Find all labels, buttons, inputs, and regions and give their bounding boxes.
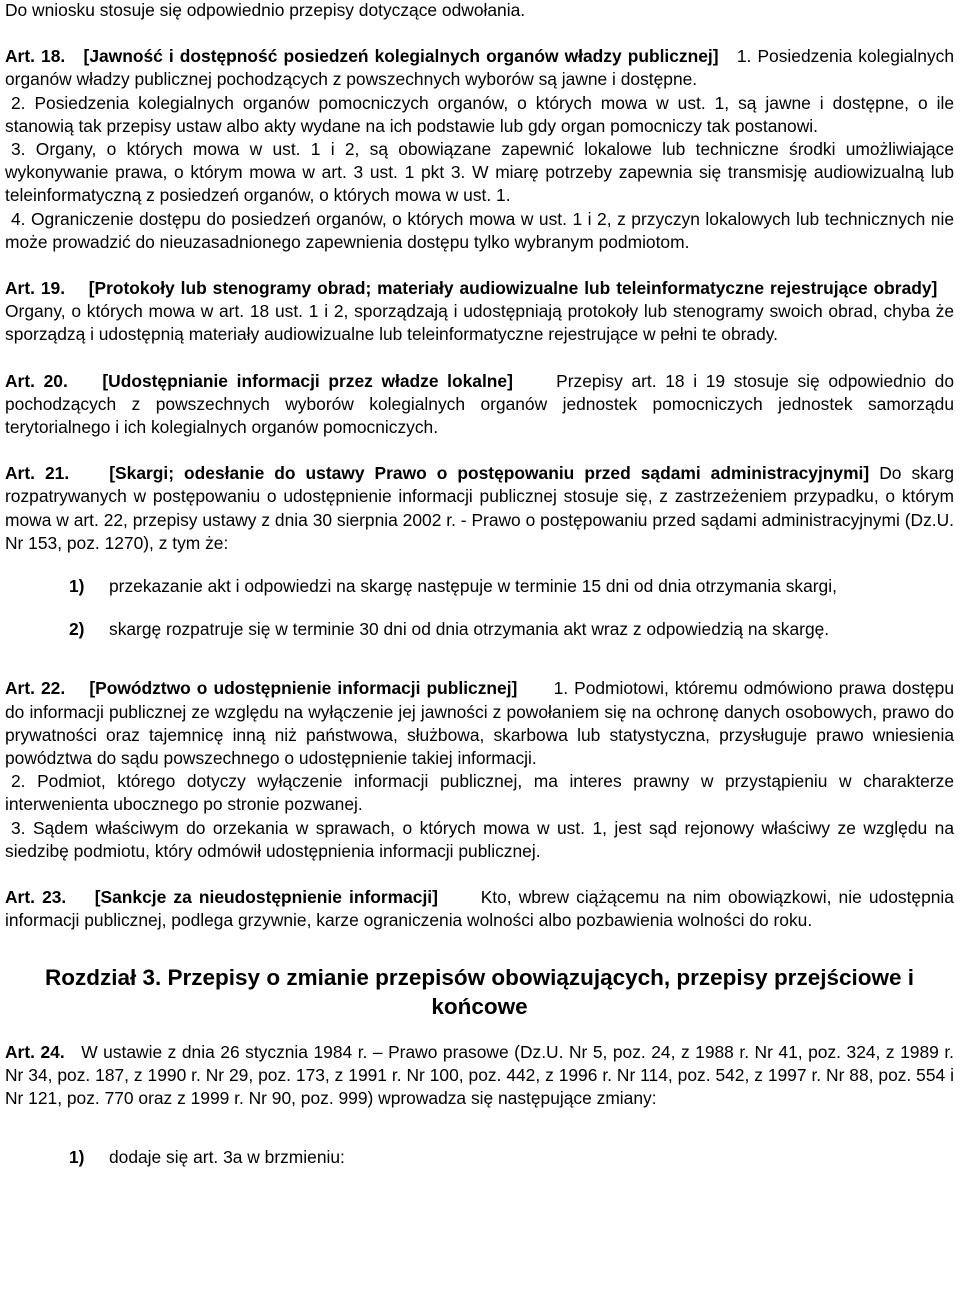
article-24 <box>5 1041 954 1111</box>
article-19-text: Organy, o których mowa w art. 18 ust. 1 i 2, sporządzają i udostępniają protokoły lub stenogramy swoich obrad, chyba że sporządzą i udostępnią materiały audiowizualne lub teleinformatyczne rejestrujące w pełni te obrady. <box>5 301 954 345</box>
article-24-number: Art. 24. <box>5 1041 65 1062</box>
article-21-number: Art. 21. <box>5 463 70 484</box>
intro-text: Do wniosku stosuje się odpowiednio przepisy dotyczące odwołania. <box>5 0 526 20</box>
article-20-text: Przepisy art. 18 i 19 stosuje się odpowiednio do pochodzących z powszechnych wyborów kolegialnych organów jednostek pomocniczych jednostek samorządu terytorialnego i ich kolegialnych organów pomocniczych. <box>5 370 954 438</box>
article-23-text: Kto, wbrew ciążącemu na nim obowiązkowi, nie udostępnia informacji publicznej, podlega grzywnie, karze ograniczenia wolności albo pozbawienia wolności do roku. <box>5 887 954 931</box>
article-19-number: Art. 19. <box>5 278 66 299</box>
list-item-number: 1) <box>69 1147 85 1168</box>
article-20-number: Art. 20. <box>5 370 68 391</box>
article-21-text: Do skarg rozpatrywanych w postępowaniu o udostępnienie informacji publicznej stosuje się, z zastrzeżeniem przypadku, o którym mowa w art. 22, przepisy ustawy z dnia 30 sierpnia 2002 r. - Prawo o postępowaniu przed sądami administracyjnymi (Dz.U. Nr 153, poz. 1270), z tym że: <box>5 463 954 553</box>
article-23-number: Art. 23. <box>5 887 67 908</box>
article-20 <box>5 370 954 440</box>
article-24-text: W ustawie z dnia 26 stycznia 1984 r. – Prawo prasowe (Dz.U. Nr 5, poz. 24, z 1988 r. Nr 41, poz. 324, z 1989 r. Nr 34, poz. 187, z 1990 r. Nr 29, poz. 173, z 1991 r. Nr 100, poz. 442, z 1996 r. Nr 114, poz. 542, z 1997 r. Nr 88, poz. 554 i Nr 121, poz. 770 oraz z 1999 r. Nr 90, poz. 999) wprowadza się następujące zmiany: <box>5 1041 954 1108</box>
list-item-number: 2) <box>69 619 85 640</box>
list-item-text: przekazanie akt i odpowiedzi na skargę następuje w terminie 15 dni od dnia otrzymania skargi, <box>109 576 837 597</box>
article-22-para-1: 1. Podmiotowi, któremu odmówiono prawa dostępu do informacji publicznej ze względu na wyłączenie jej jawności z powołaniem się na ochronę danych osobowych, prawo do prywatności oraz tajemnicę inną niż państwowa, służbowa, skarbowa lub statystyczna, przysługuje prawo wniesienia powództwa do sądu powszechnego o udostępnienie takiej informacji. <box>5 678 954 769</box>
article-21 <box>5 462 954 555</box>
article-18-para-3: 3. Organy, o których mowa w ust. 1 i 2, są obowiązane zapewnić lokalowe lub techniczne środki umożliwiające wykonywanie prawa, o którym mowa w art. 3 ust. 1 pkt 3. W miarę potrzeby zapewnia się transmisję audiowizualną lub teleinformatyczną z posiedzeń organów, o których mowa w ust. 1. <box>5 139 954 206</box>
article-23 <box>5 886 954 932</box>
article-19-title: [Protokoły lub stenogramy obrad; materiały audiowizualne lub teleinformatyczne rejestrujące obrady] <box>88 278 938 299</box>
article-22-para-2: 2. Podmiot, którego dotyczy wyłączenie informacji publicznej, ma interes prawny w przystąpieniu w charakterze interwenienta ubocznego po stronie pozwanej. <box>5 771 954 815</box>
article-22-para-3: 3. Sądem właściwym do orzekania w sprawach, o których mowa w ust. 1, jest sąd rejonowy właściwy ze względu na siedzibę podmiotu, który odmówił udostępnienia informacji publicznej. <box>5 817 954 861</box>
article-21-title: [Skargi; odesłanie do ustawy Prawo o postępowaniu przed sądami administracyjnymi] <box>109 463 870 484</box>
list-item <box>5 618 954 641</box>
list-item <box>5 1146 954 1169</box>
article-19 <box>5 277 954 347</box>
list-item-number: 1) <box>69 576 85 597</box>
article-22-title: [Powództwo o udostępnienie informacji publicznej] <box>89 678 518 699</box>
article-23-title: [Sankcje za nieudostępnienie informacji] <box>94 887 438 908</box>
article-22 <box>5 677 954 770</box>
article-18-para-1: 1. Posiedzenia kolegialnych organów władzy publicznej pochodzących z powszechnych wyborów są jawne i dostępne. <box>5 46 955 90</box>
article-18-title: [Jawność i dostępność posiedzeń kolegialnych organów władzy publicznej] <box>83 46 719 67</box>
list-item-text: dodaje się art. 3a w brzmieniu: <box>109 1147 345 1168</box>
article-18 <box>5 45 954 91</box>
list-item-text: skargę rozpatruje się w terminie 30 dni od dnia otrzymania akt wraz z odpowiedzią na skargę. <box>109 619 830 640</box>
chapter-heading: Rozdział 3. Przepisy o zmianie przepisów obowiązujących, przepisy przejściowe i końcowe <box>45 964 914 1019</box>
article-20-title: [Udostępnianie informacji przez władze lokalne] <box>102 370 513 391</box>
article-18-number: Art. 18. <box>5 46 66 67</box>
article-18-para-4: 4. Ograniczenie dostępu do posiedzeń organów, o których mowa w ust. 1 i 2, z przyczyn lokalowych lub technicznych nie może prowadzić do nieuzasadnionego zapewnienia dostępu tylko wybranym podmiotom. <box>5 208 954 252</box>
article-22-number: Art. 22. <box>5 678 66 699</box>
article-18-para-2: 2. Posiedzenia kolegialnych organów pomocniczych organów, o których mowa w ust. 1, są jawne i dostępne, o ile stanowią tak przepisy ustaw albo akty wydane na ich podstawie lub gdy organ pomocniczy tak postanowi. <box>5 92 954 136</box>
list-item <box>5 575 954 598</box>
